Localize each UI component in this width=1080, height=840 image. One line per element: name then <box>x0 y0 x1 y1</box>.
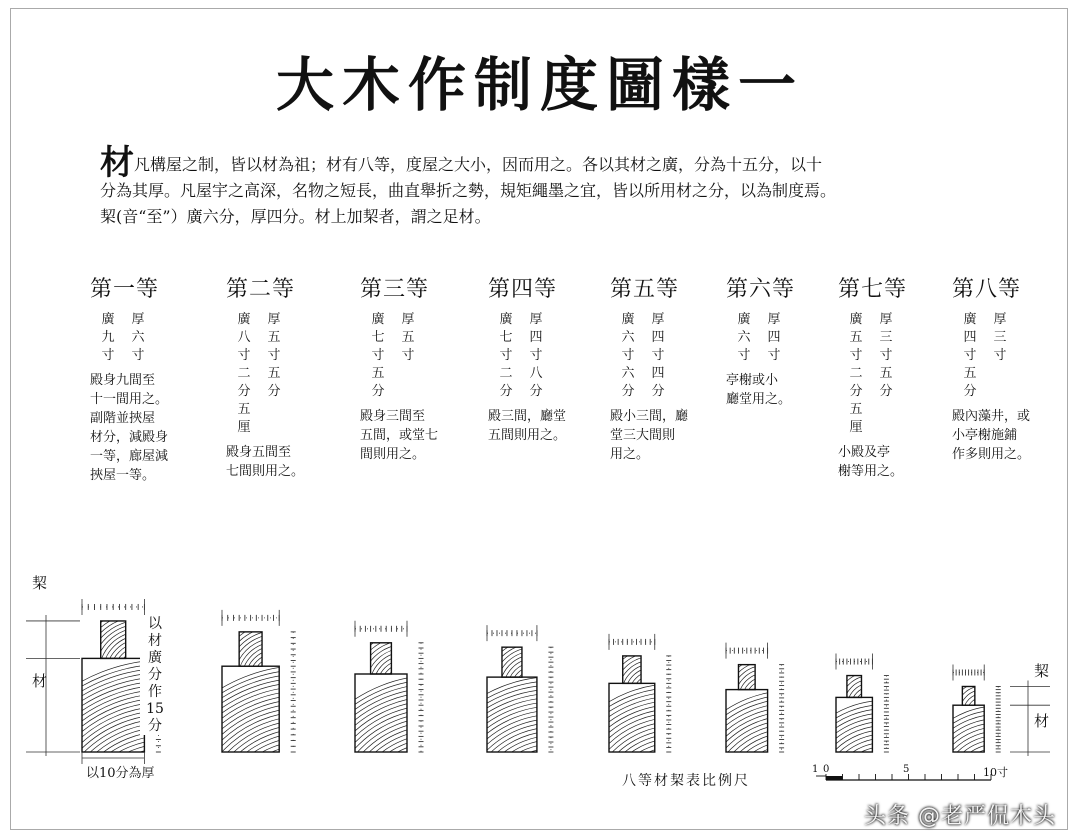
scale-caption: 八等材栔表比例尺 <box>622 773 750 789</box>
thickness-char: 六 <box>131 330 145 345</box>
thickness-char: 五 <box>401 330 415 345</box>
thickness-char: 分 <box>651 384 665 399</box>
width-char: 五 <box>963 366 977 381</box>
thickness-char: 五 <box>267 330 281 345</box>
width-label: 廣 <box>101 312 115 327</box>
section-5 <box>545 634 805 840</box>
grade-name: 第六等 <box>726 277 796 302</box>
grade-usage-note: 殿身五間至 七間則用之。 <box>226 445 305 479</box>
thickness-char: 四 <box>651 366 665 381</box>
thickness-char: 寸 <box>993 348 1007 363</box>
grade-name: 第三等 <box>360 277 430 302</box>
scale-label-0: 0 <box>823 764 830 775</box>
width-char: 寸 <box>621 348 635 363</box>
width-label: 廣 <box>237 312 251 327</box>
thickness-dimension <box>82 599 144 615</box>
thickness-char: 寸 <box>131 348 145 363</box>
thickness-dimension <box>355 621 407 637</box>
width-label: 廣 <box>963 312 977 327</box>
grade-name: 第四等 <box>488 277 558 302</box>
width-char: 二 <box>849 366 863 381</box>
bottom-note: 以10分為厚 <box>86 766 155 781</box>
thickness-char: 分 <box>267 384 281 399</box>
thickness-char: 寸 <box>267 348 281 363</box>
thickness-dimension <box>487 625 537 641</box>
width-char: 五 <box>371 366 385 381</box>
scale-label-1: 1 <box>812 764 819 775</box>
width-char: 二 <box>499 366 513 381</box>
grade-usage-note: 殿身九間至 十一間用之。 副階並挾屋 材分，減殿身 一等，廊屋減 挾屋一等。 <box>90 373 169 483</box>
watermark: 头条 @老严侃木头 <box>864 804 1056 829</box>
width-label: 廣 <box>499 312 513 327</box>
inside-note-char: 以 <box>148 616 162 632</box>
page-title: 大木作制度圖樣一 <box>275 51 804 119</box>
thickness-label: 厚 <box>993 312 1007 327</box>
width-char: 寸 <box>371 348 385 363</box>
width-char: 寸 <box>499 348 513 363</box>
intro-line-1: 凡構屋之制，皆以材為祖；材有八等，度屋之大小，因而用之。各以其材之廣，分為十五分，以十 <box>134 155 823 174</box>
thickness-char: 寸 <box>767 348 781 363</box>
width-char: 六 <box>621 330 635 345</box>
thickness-char: 分 <box>529 384 543 399</box>
width-char: 二 <box>237 366 251 381</box>
inside-note-char: 作 <box>148 684 162 700</box>
width-char: 五 <box>849 330 863 345</box>
width-char: 七 <box>371 330 385 345</box>
inside-note-char: 材 <box>148 633 162 649</box>
inside-note <box>140 616 170 735</box>
grade-name: 第七等 <box>838 277 908 302</box>
grade-usage-note: 亭榭或小 廳堂用之。 <box>726 373 792 407</box>
thickness-char: 寸 <box>651 348 665 363</box>
width-label: 廣 <box>621 312 635 327</box>
thickness-dimension <box>953 664 984 680</box>
thickness-label: 厚 <box>267 312 281 327</box>
thickness-label: 厚 <box>767 312 781 327</box>
width-char: 分 <box>499 384 513 399</box>
width-char: 分 <box>371 384 385 399</box>
inside-note-char: 廣 <box>148 650 162 666</box>
thickness-dimension <box>222 610 279 626</box>
height-dimension <box>996 686 1001 752</box>
thickness-label: 厚 <box>529 312 543 327</box>
grade-name: 第一等 <box>90 277 160 302</box>
inside-note-char: 分 <box>148 718 162 734</box>
intro-lead-char: 材 <box>100 143 134 183</box>
width-label: 廣 <box>737 312 751 327</box>
grade-usage-note: 殿小三間，廳 堂三大間則 用之。 <box>610 409 689 462</box>
height-dimension <box>666 656 671 752</box>
width-char: 七 <box>499 330 513 345</box>
grade-usage-note: 殿身三間至 五間，或堂七 間則用之。 <box>360 409 439 462</box>
thickness-label: 厚 <box>651 312 665 327</box>
width-char: 寸 <box>101 348 115 363</box>
grade-name: 第二等 <box>226 277 296 302</box>
thickness-char: 八 <box>529 366 543 381</box>
thickness-dimension <box>726 643 768 659</box>
thickness-char: 四 <box>651 330 665 345</box>
thickness-char: 五 <box>879 366 893 381</box>
grade-name: 第五等 <box>610 277 680 302</box>
width-char: 厘 <box>237 420 251 435</box>
width-char: 六 <box>737 330 751 345</box>
intro-line-3: 栔(音“至”）廣六分，厚四分。材上加栔者，謂之足材。 <box>100 207 491 226</box>
thickness-char: 寸 <box>879 348 893 363</box>
section-1 <box>0 599 343 840</box>
width-char: 寸 <box>963 348 977 363</box>
width-char: 四 <box>963 330 977 345</box>
width-char: 分 <box>849 384 863 399</box>
thickness-char: 四 <box>767 330 781 345</box>
inside-note-char: 15 <box>146 701 164 717</box>
height-dimension <box>291 632 296 752</box>
grade-usage-note: 殿三間，廳堂 五間則用之。 <box>488 409 567 443</box>
qi-label-left: 栔 <box>32 574 48 592</box>
thickness-label: 厚 <box>401 312 415 327</box>
height-dimension <box>779 665 784 752</box>
thickness-label: 厚 <box>879 312 893 327</box>
width-char: 分 <box>621 384 635 399</box>
thickness-dimension <box>836 654 872 670</box>
thickness-char: 三 <box>993 330 1007 345</box>
thickness-dimension <box>609 634 655 650</box>
scale-label-10: 10寸 <box>983 766 1008 779</box>
height-dimension <box>419 643 424 752</box>
qi-block <box>502 647 522 677</box>
width-char: 八 <box>237 330 251 345</box>
thickness-char: 四 <box>529 330 543 345</box>
grade-name: 第八等 <box>952 277 1022 302</box>
thickness-char: 三 <box>879 330 893 345</box>
thickness-char: 寸 <box>401 348 415 363</box>
width-char: 寸 <box>849 348 863 363</box>
width-char: 寸 <box>237 348 251 363</box>
scale-label-5: 5 <box>903 764 910 775</box>
qi-label-right: 栔 <box>1034 662 1050 680</box>
height-dimension <box>884 676 889 752</box>
grade-usage-note: 小殿及亭 榭等用之。 <box>838 445 904 479</box>
inside-note-char: 分 <box>148 667 162 683</box>
width-char: 五 <box>237 402 251 417</box>
section-3 <box>289 621 583 840</box>
grade-usage-note: 殿內藻井，或 小亭榭施鋪 作多則用之。 <box>952 409 1031 462</box>
width-label: 廣 <box>849 312 863 327</box>
thickness-label: 厚 <box>131 312 145 327</box>
intro-line-2: 分為其厚。凡屋宇之高深，名物之短長，曲直舉折之勢，規矩繩墨之宜，皆以所用材之分，以為制度焉。 <box>100 181 837 200</box>
width-char: 五 <box>849 402 863 417</box>
height-dimension <box>548 647 553 752</box>
width-char: 分 <box>963 384 977 399</box>
cai-label-right: 材 <box>1034 712 1050 730</box>
width-char: 六 <box>621 366 635 381</box>
width-char: 厘 <box>849 420 863 435</box>
width-label: 廣 <box>371 312 385 327</box>
width-char: 寸 <box>737 348 751 363</box>
thickness-char: 寸 <box>529 348 543 363</box>
thickness-char: 五 <box>267 366 281 381</box>
width-char: 分 <box>237 384 251 399</box>
cai-label-left: 材 <box>32 672 48 690</box>
width-char: 九 <box>101 330 115 345</box>
thickness-char: 分 <box>879 384 893 399</box>
section-2 <box>141 610 469 840</box>
